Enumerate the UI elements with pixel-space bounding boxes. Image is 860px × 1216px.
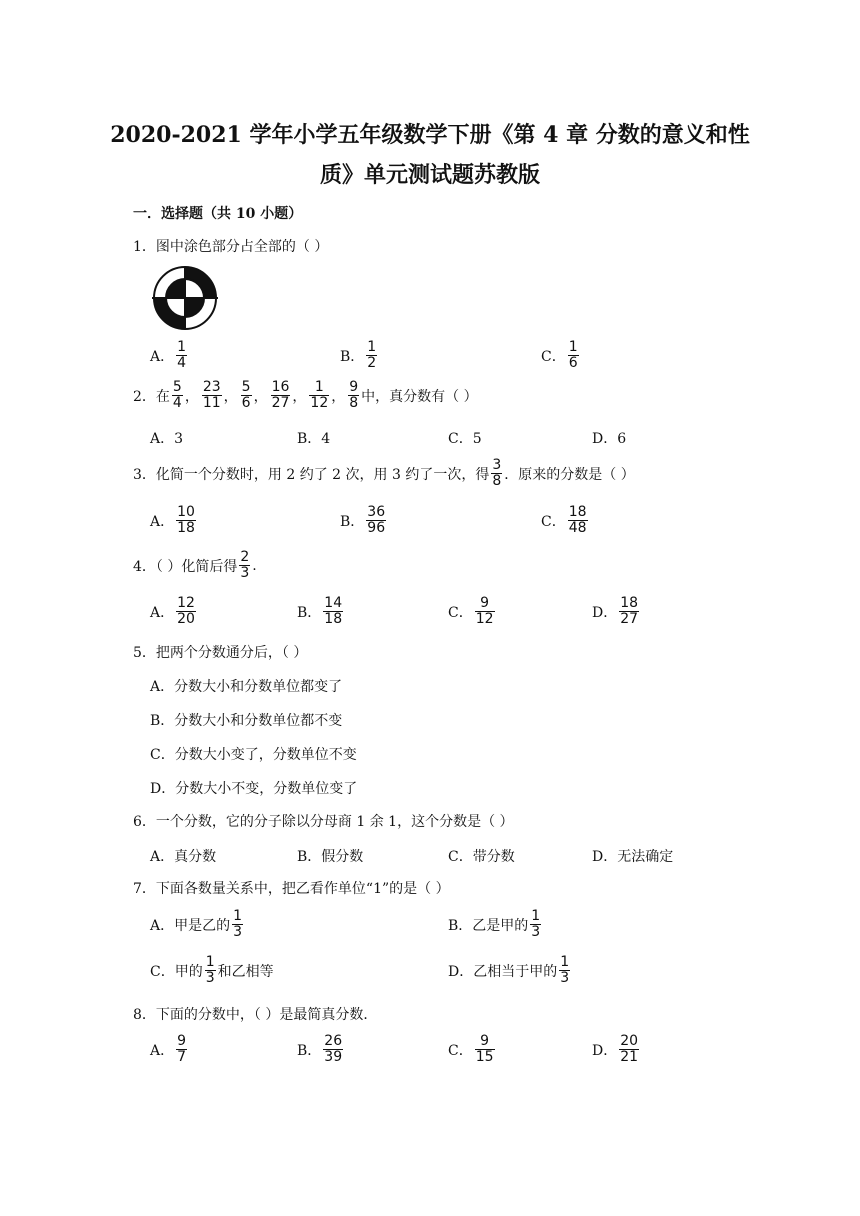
option-label: A． xyxy=(150,348,175,365)
q5-option-c[interactable]: C．分数大小变了，分数单位不变 xyxy=(150,747,357,763)
fraction xyxy=(205,955,216,986)
numerator: 36 xyxy=(367,504,386,520)
denominator: 8 xyxy=(349,395,359,411)
denominator: 3 xyxy=(531,924,541,940)
numerator: 1 xyxy=(233,908,243,924)
numerator: 1 xyxy=(367,339,377,355)
q8-option-a[interactable] xyxy=(150,1034,189,1065)
numerator: 1 xyxy=(205,954,215,970)
comma: ， xyxy=(253,388,268,405)
denominator: 15 xyxy=(475,1049,494,1065)
denominator: 4 xyxy=(177,355,187,371)
numerator: 1 xyxy=(314,379,324,395)
numerator: 12 xyxy=(177,595,195,611)
numerator: 9 xyxy=(349,379,359,395)
denominator: 6 xyxy=(241,395,251,411)
option-label: C． xyxy=(448,604,473,621)
fraction xyxy=(172,380,183,411)
option-label: A． xyxy=(150,513,175,530)
numerator: 5 xyxy=(172,379,182,395)
q8-option-b[interactable] xyxy=(297,1034,345,1065)
q6-option-d[interactable]: D．无法确定 xyxy=(592,849,674,865)
numerator: 18 xyxy=(568,504,587,520)
q1-option-b[interactable] xyxy=(340,340,379,371)
denominator: 3 xyxy=(240,565,250,581)
numerator: 1 xyxy=(531,908,541,924)
denominator: 12 xyxy=(310,395,329,411)
question-4-stem xyxy=(133,550,257,581)
q6-option-b[interactable]: B．假分数 xyxy=(297,849,364,865)
q1-option-c[interactable] xyxy=(541,340,581,371)
fraction xyxy=(239,550,250,581)
option-label: D． xyxy=(592,604,618,621)
option-text: C．甲的 xyxy=(150,963,203,980)
denominator: 27 xyxy=(620,611,639,627)
denominator: 21 xyxy=(620,1049,639,1065)
option-label: B． xyxy=(340,513,365,530)
numerator: 20 xyxy=(620,1033,639,1049)
option-label: C． xyxy=(448,1042,473,1059)
stem-text: 4．（ ）化简后得 xyxy=(133,558,238,575)
option-label: C． xyxy=(541,348,566,365)
q2-option-c[interactable]: C．5 xyxy=(448,431,482,447)
denominator: 18 xyxy=(177,520,195,536)
fraction xyxy=(271,380,291,411)
option-label: B． xyxy=(297,1042,322,1059)
comma: ， xyxy=(223,388,238,405)
q5-option-b[interactable]: B．分数大小和分数单位都不变 xyxy=(150,713,343,729)
option-label: A． xyxy=(150,604,175,621)
denominator: 27 xyxy=(271,395,290,411)
title-line-1: 2020-2021 学年小学五年级数学下册《第 4 章 分数的意义和性 xyxy=(110,122,750,148)
fraction xyxy=(232,909,243,940)
denominator: 4 xyxy=(172,395,182,411)
q5-option-a[interactable]: A．分数大小和分数单位都变了 xyxy=(150,679,343,695)
question-5-stem: 5．把两个分数通分后，（ ） xyxy=(133,645,308,661)
q2-option-d[interactable]: D．6 xyxy=(592,431,627,447)
q4-option-a[interactable] xyxy=(150,596,198,627)
numerator: 9 xyxy=(480,1033,490,1049)
option-text: D．乙相当于甲的 xyxy=(448,963,558,980)
fraction xyxy=(475,1034,495,1065)
numerator: 3 xyxy=(492,457,502,473)
fraction xyxy=(176,340,187,371)
q8-option-d[interactable] xyxy=(592,1034,641,1065)
fraction xyxy=(241,380,252,411)
option-label: A． xyxy=(150,1042,175,1059)
q7-option-c[interactable] xyxy=(150,955,274,986)
denominator: 3 xyxy=(205,970,215,986)
option-text: A．甲是乙的 xyxy=(150,917,231,934)
q4-option-d[interactable] xyxy=(592,596,641,627)
fraction xyxy=(366,505,386,536)
denominator: 2 xyxy=(367,355,377,371)
stem-text: ．原来的分数是（ ） xyxy=(504,466,635,483)
fraction xyxy=(309,380,329,411)
q8-option-c[interactable] xyxy=(448,1034,497,1065)
fraction xyxy=(323,596,343,627)
option-label: B． xyxy=(340,348,365,365)
q4-option-b[interactable] xyxy=(297,596,345,627)
question-7-stem: 7．下面各数量关系中，把乙看作单位“1”的是（ ） xyxy=(133,881,450,897)
fraction xyxy=(366,340,377,371)
denominator: 12 xyxy=(475,611,494,627)
denominator: 39 xyxy=(324,1049,343,1065)
q3-option-b[interactable] xyxy=(340,505,388,536)
fraction xyxy=(176,596,196,627)
option-label: C． xyxy=(541,513,566,530)
numerator: 18 xyxy=(620,595,639,611)
q7-option-a[interactable] xyxy=(150,909,245,940)
question-2-stem xyxy=(133,380,478,411)
fraction xyxy=(176,505,196,536)
denominator: 11 xyxy=(202,395,221,411)
numerator: 1 xyxy=(568,339,578,355)
question-1-stem: 1．图中涂色部分占全部的（ ） xyxy=(133,239,329,255)
denominator: 96 xyxy=(367,520,386,536)
comma: ， xyxy=(184,388,199,405)
numerator: 1 xyxy=(560,954,570,970)
denominator: 7 xyxy=(177,1049,187,1065)
numerator: 10 xyxy=(177,504,195,520)
denominator: 8 xyxy=(492,473,502,489)
numerator: 26 xyxy=(324,1033,343,1049)
fraction xyxy=(559,955,570,986)
fraction xyxy=(619,596,639,627)
numerator: 9 xyxy=(177,1033,187,1049)
fraction xyxy=(475,596,495,627)
numerator: 5 xyxy=(241,379,251,395)
q2-option-a[interactable]: A．3 xyxy=(150,431,184,447)
q1-option-a[interactable] xyxy=(150,340,189,371)
denominator: 48 xyxy=(568,520,587,536)
option-text: 和乙相等 xyxy=(217,963,274,980)
q2-option-b[interactable]: B．4 xyxy=(297,431,331,447)
stem-text: 中，真分数有（ ） xyxy=(361,388,478,405)
stem-text: 2．在 xyxy=(133,388,170,405)
stem-text: 3．化简一个分数时，用 2 约了 2 次，用 3 约了一次，得 xyxy=(133,466,490,483)
fraction xyxy=(530,909,541,940)
option-label: B． xyxy=(297,604,322,621)
numerator: 14 xyxy=(324,595,343,611)
numerator: 1 xyxy=(177,339,187,355)
denominator: 18 xyxy=(324,611,343,627)
q5-option-d[interactable]: D．分数大小不变，分数单位变了 xyxy=(150,781,358,797)
denominator: 3 xyxy=(233,924,243,940)
question-8-stem: 8．下面的分数中，（ ）是最简真分数． xyxy=(133,1007,378,1023)
q7-option-d[interactable] xyxy=(448,955,572,986)
q3-option-a[interactable] xyxy=(150,505,198,536)
fraction xyxy=(491,458,502,489)
denominator: 6 xyxy=(568,355,578,371)
option-label: D． xyxy=(592,1042,618,1059)
q6-option-a[interactable]: A．真分数 xyxy=(150,849,217,865)
q6-option-c[interactable]: C．带分数 xyxy=(448,849,515,865)
target-circle-figure xyxy=(150,266,220,330)
fraction xyxy=(176,1034,187,1065)
q4-option-c[interactable] xyxy=(448,596,497,627)
fraction xyxy=(202,380,222,411)
q3-option-c[interactable] xyxy=(541,505,590,536)
title-line-2: 质》单元测试题苏教版 xyxy=(319,162,540,188)
section-heading: 一．选择题（共 10 小题） xyxy=(133,206,303,222)
denominator: 20 xyxy=(177,611,195,627)
fraction xyxy=(323,1034,343,1065)
question-6-stem: 6．一个分数，它的分子除以分母商 1 余 1，这个分数是（ ） xyxy=(133,814,514,830)
numerator: 16 xyxy=(271,379,290,395)
question-3-stem xyxy=(133,458,635,489)
comma: ， xyxy=(331,388,346,405)
numerator: 2 xyxy=(240,549,250,565)
q7-option-b[interactable] xyxy=(448,909,543,940)
option-text: B．乙是甲的 xyxy=(448,917,529,934)
fraction xyxy=(619,1034,639,1065)
denominator: 3 xyxy=(560,970,570,986)
fraction xyxy=(568,505,588,536)
fraction xyxy=(348,380,359,411)
stem-text: . xyxy=(252,557,257,574)
numerator: 23 xyxy=(202,379,221,395)
numerator: 9 xyxy=(480,595,490,611)
comma: ， xyxy=(292,388,307,405)
fraction xyxy=(568,340,579,371)
